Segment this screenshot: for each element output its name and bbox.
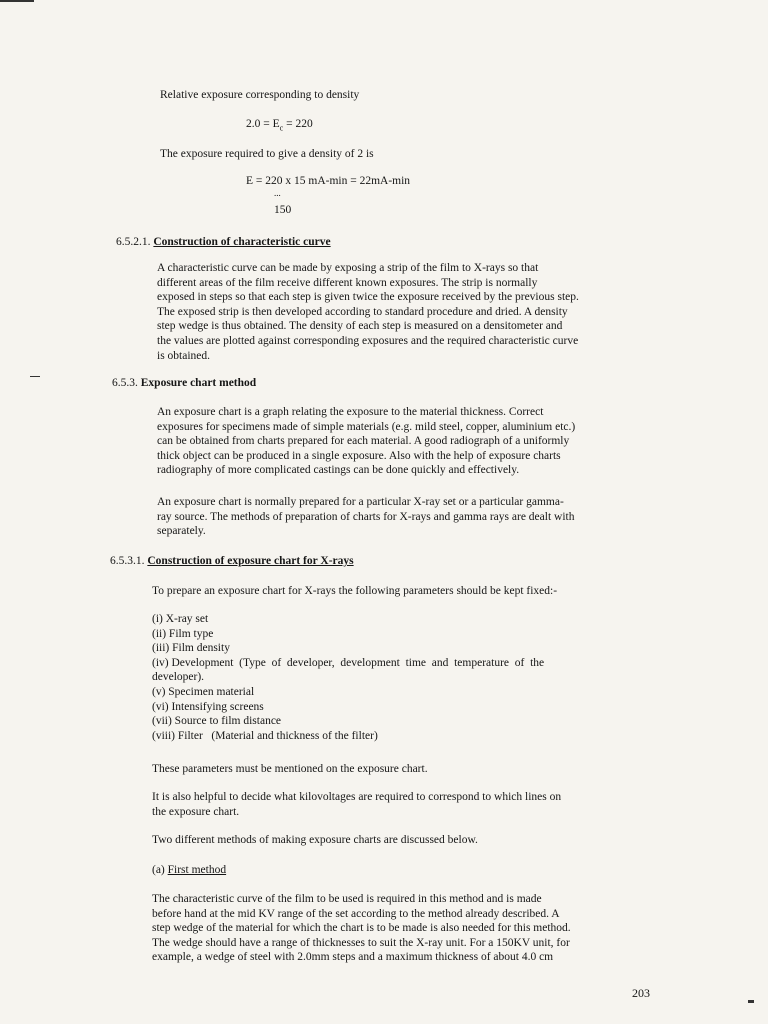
parameter-list [152,612,657,743]
paragraph-characteristic-curve: A characteristic curve can be made by exposing a strip of the film to X-rays so that different areas of the film receive different known exposures. The strip is normally exposed in steps so that each step is given twice the exposure received by the previous step. The exposed strip is then developed according to standard procedure and dried. A density step wedge is thus obtained. The density of each step is measured on a densitometer and the values are plotted against corresponding exposures and the required characteristic curve is obtained. [157,262,579,362]
section-heading-6531: 6.5.3.1. Construction of exposure chart for X-rays [110,555,354,567]
scan-mark [30,376,40,377]
list-item: (iv) Development (Type of developer, development time and temperature of the [152,656,545,669]
formula-fraction-bar: ... [274,188,281,198]
scan-mark [0,0,34,2]
page-number: 203 [632,986,650,1000]
list-item: developer). [152,671,205,684]
formula-exposure: E = 220 x 15 mA-min = 22mA-min [246,175,411,187]
intro-line-1: Relative exposure corresponding to density [160,89,360,101]
list-item: (v) Specimen material [152,685,255,698]
intro-line-2: The exposure required to give a density of 2 is [160,148,374,160]
section-heading-6521: 6.5.2.1. Construction of characteristic curve [116,236,331,248]
paragraph-exposure-chart: An exposure chart is a graph relating the exposure to the material thickness. Correct exposures for specimens made of simple materials (e.g. mild steel, copper, aluminium etc.) can be obtained from charts prepared for each material. A good radiograph of a uniformly thick object can be produced in a single exposure. Also with the help of exposure charts radiography of more complicated castings can be done quickly and effectively. [157,406,576,477]
paragraph-first-method: The characteristic curve of the film to be used is required in this method and is made before hand at the mid KV range of the set according to the method already described. A step wedge of the material for which the chart is to be made is also needed for this method. The wedge should have a range of thicknesses to suit the X-ray unit. For a 150KV unit, for example, a wedge of steel with 2.0mm steps and a maximum thickness of about 4.0 cm [152,893,571,964]
scan-mark [748,1000,754,1003]
list-item: (viii) Filter (Material and thickness of the filter) [152,729,378,742]
formula-denominator: 150 [274,204,292,216]
list-item: (vi) Intensifying screens [152,700,264,713]
section-heading-653: 6.5.3. Exposure chart method [112,377,257,389]
paragraph-two-methods: Two different methods of making exposure charts are discussed below. [152,834,478,846]
list-item: (ii) Film type [152,627,214,640]
formula-density: $2.0 = E_c = 220$ [246,118,313,133]
subheading-first-method: (a) First method [152,864,227,876]
list-item: (iii) Film density [152,642,230,655]
paragraph-exposure-chart-2: An exposure chart is normally prepared for a particular X-ray set or a particular gamma- ray source. The methods of preparation of charts for X-rays and gamma rays are dealt with separately. [157,496,575,538]
paragraph-parameters-mentioned: These parameters must be mentioned on the exposure chart. [152,763,428,775]
list-item: (vii) Source to film distance [152,715,282,728]
list-item: (i) X-ray set [152,613,209,625]
paragraph-kilovoltages: It is also helpful to decide what kilovoltages are required to correspond to which lines on the exposure chart. [152,791,562,818]
parameters-intro: To prepare an exposure chart for X-rays the following parameters should be kept fixed:- [152,585,558,597]
